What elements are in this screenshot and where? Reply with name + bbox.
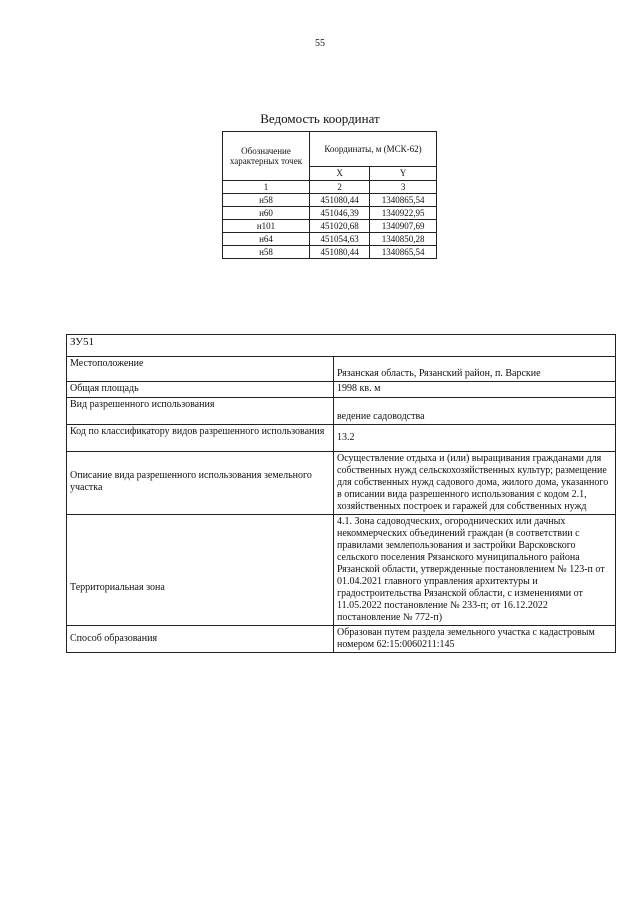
x-cell: 451046,39: [310, 207, 370, 220]
territorial-zone-label: Территориальная зона: [67, 515, 334, 626]
use-description-label: Описание вида разрешенного использования земельного участка: [67, 452, 334, 515]
x-cell: 451020,68: [310, 220, 370, 233]
point-cell: н58: [223, 194, 310, 207]
table-row: [67, 515, 616, 626]
point-cell: н58: [223, 246, 310, 259]
classifier-code-value: 13.2: [334, 425, 616, 452]
table-row: [67, 357, 616, 382]
permitted-use-value: ведение садоводства: [334, 398, 616, 425]
table-row: [223, 233, 437, 246]
y-cell: 1340865,54: [370, 246, 437, 259]
x-cell: 451054,63: [310, 233, 370, 246]
point-cell: н60: [223, 207, 310, 220]
header-y: Y: [370, 166, 437, 180]
use-description-value: Осуществление отдыха и (или) выращивания гражданами для собственных нужд сельскохозяйственных культур; размещение для собственных нужд садового дома, жилого дома, указанного в описании вида разрешенного использования с кодом 2.1, хозяйственных построек и гаражей для собственных нужд: [334, 452, 616, 515]
location-label: Местоположение: [67, 357, 334, 382]
column-number-3: 3: [370, 181, 437, 194]
table-row: [67, 398, 616, 425]
x-cell: 451080,44: [310, 246, 370, 259]
coordinates-title: Ведомость координат: [260, 111, 380, 126]
parcel-table: [66, 334, 616, 653]
page-number: 55: [315, 38, 325, 49]
y-cell: 1340865,54: [370, 194, 437, 207]
column-number-2: 2: [310, 181, 370, 194]
table-row: [223, 207, 437, 220]
header-point-label: Обозначение характерных точек: [223, 132, 310, 181]
y-cell: 1340907,69: [370, 220, 437, 233]
location-value: Рязанская область, Рязанский район, п. Варские: [334, 357, 616, 382]
y-cell: 1340922,95: [370, 207, 437, 220]
area-value: 1998 кв. м: [334, 382, 616, 398]
area-label: Общая площадь: [67, 382, 334, 398]
table-row: [67, 452, 616, 515]
point-cell: н101: [223, 220, 310, 233]
table-row: [223, 194, 437, 207]
y-cell: 1340850,28: [370, 233, 437, 246]
table-row: [223, 220, 437, 233]
x-cell: 451080,44: [310, 194, 370, 207]
table-row: [67, 425, 616, 452]
formation-method-value: Образован путем раздела земельного участка с кадастровым номером 62:15:0060211:145: [334, 626, 616, 653]
classifier-code-label: Код по классификатору видов разрешенного использования: [67, 425, 334, 452]
parcel-id: ЗУ51: [67, 335, 616, 357]
header-coords-label: Координаты, м (МСК-62): [310, 132, 437, 167]
formation-method-label: Способ образования: [67, 626, 334, 653]
territorial-zone-value: 4.1. Зона садоводческих, огороднических или дачных некоммерческих объединений граждан (в соответствии с правилами землепользования и застройки Варсковского сельского поселения Рязанского муниципального района Рязанской области, утвержденные постановлением № 123-п от 01.04.2021 главного управления архитектуры и градостроительства Рязанской области, с изменениями от 11.05.2022 постановление № 233-п; от 16.12.2022 постановление № 772-п): [334, 515, 616, 626]
parcel-id-row: [67, 335, 616, 357]
permitted-use-label: Вид разрешенного использования: [67, 398, 334, 425]
table-row: [67, 626, 616, 653]
column-number-1: 1: [223, 181, 310, 194]
point-cell: н64: [223, 233, 310, 246]
table-row: [67, 382, 616, 398]
coordinates-table: [222, 131, 437, 259]
table-row: [223, 246, 437, 259]
header-x: X: [310, 166, 370, 180]
